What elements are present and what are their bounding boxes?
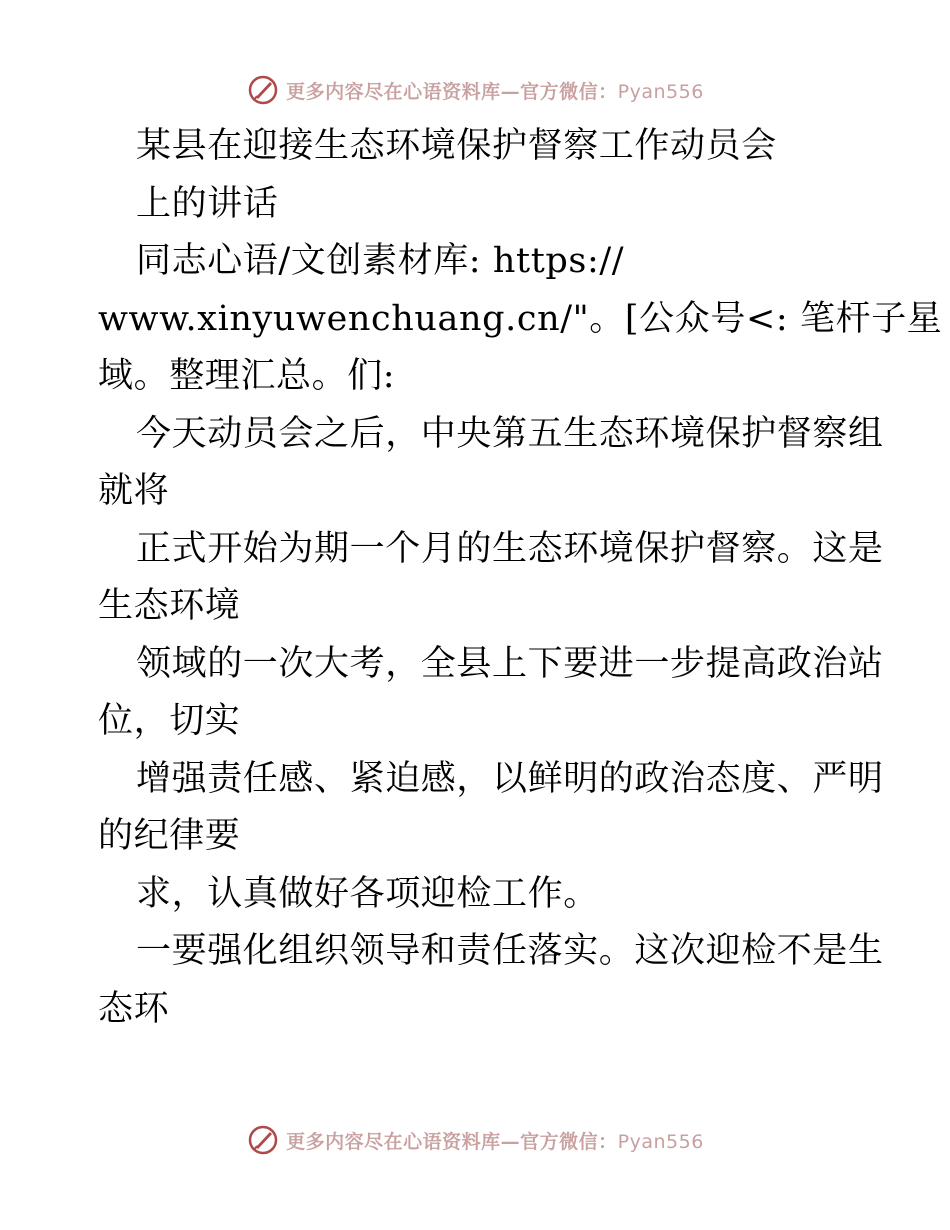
- header-banner-text: 更多内容尽在心语资料库—官方微信：Pyan556: [286, 80, 704, 103]
- text-line: 今天动员会之后，中央第五生态环境保护督察组: [136, 413, 884, 454]
- text-line: 一要强化组织领导和责任落实。这次迎检不是生: [136, 931, 884, 971]
- footer-wechat-id: Pyan556: [617, 1130, 704, 1153]
- text-line: 增强责任感、紧迫感，以鲜明的政治态度、严明: [136, 758, 884, 799]
- text-line: 位，切实: [98, 701, 241, 741]
- text-line: 的纪律要: [98, 816, 241, 856]
- text-line: 就将: [98, 471, 170, 511]
- text-line: 领域的一次大考，全县上下要进一步提高政治站: [136, 643, 884, 684]
- title-line-1: 某县在迎接生态环境保护督察工作动员会: [136, 126, 777, 166]
- text-line: 域。整理汇总。们:: [98, 356, 396, 396]
- document-body: [98, 118, 943, 1038]
- text-line: 生态环境: [98, 586, 241, 626]
- quill-logo-icon: [246, 73, 280, 107]
- text-line: 正式开始为期一个月的生态环境保护督察。这是: [136, 528, 884, 569]
- header-wechat-id: Pyan556: [617, 80, 704, 103]
- footer-banner: [0, 1120, 950, 1160]
- footer-banner-text: 更多内容尽在心语资料库—官方微信：Pyan556: [286, 1130, 704, 1153]
- quill-logo-icon: [246, 1123, 280, 1157]
- text-line: www.xinyuwenchuang.cn/"。[公众号<: 笔杆子星: [98, 298, 943, 339]
- text-line: 同志心语/文创素材库: https://: [136, 241, 625, 281]
- title-line-2: 上的讲话: [136, 183, 279, 224]
- text-line: 态环: [98, 988, 170, 1029]
- text-line: 求，认真做好各项迎检工作。: [136, 873, 599, 914]
- header-banner: [0, 70, 950, 110]
